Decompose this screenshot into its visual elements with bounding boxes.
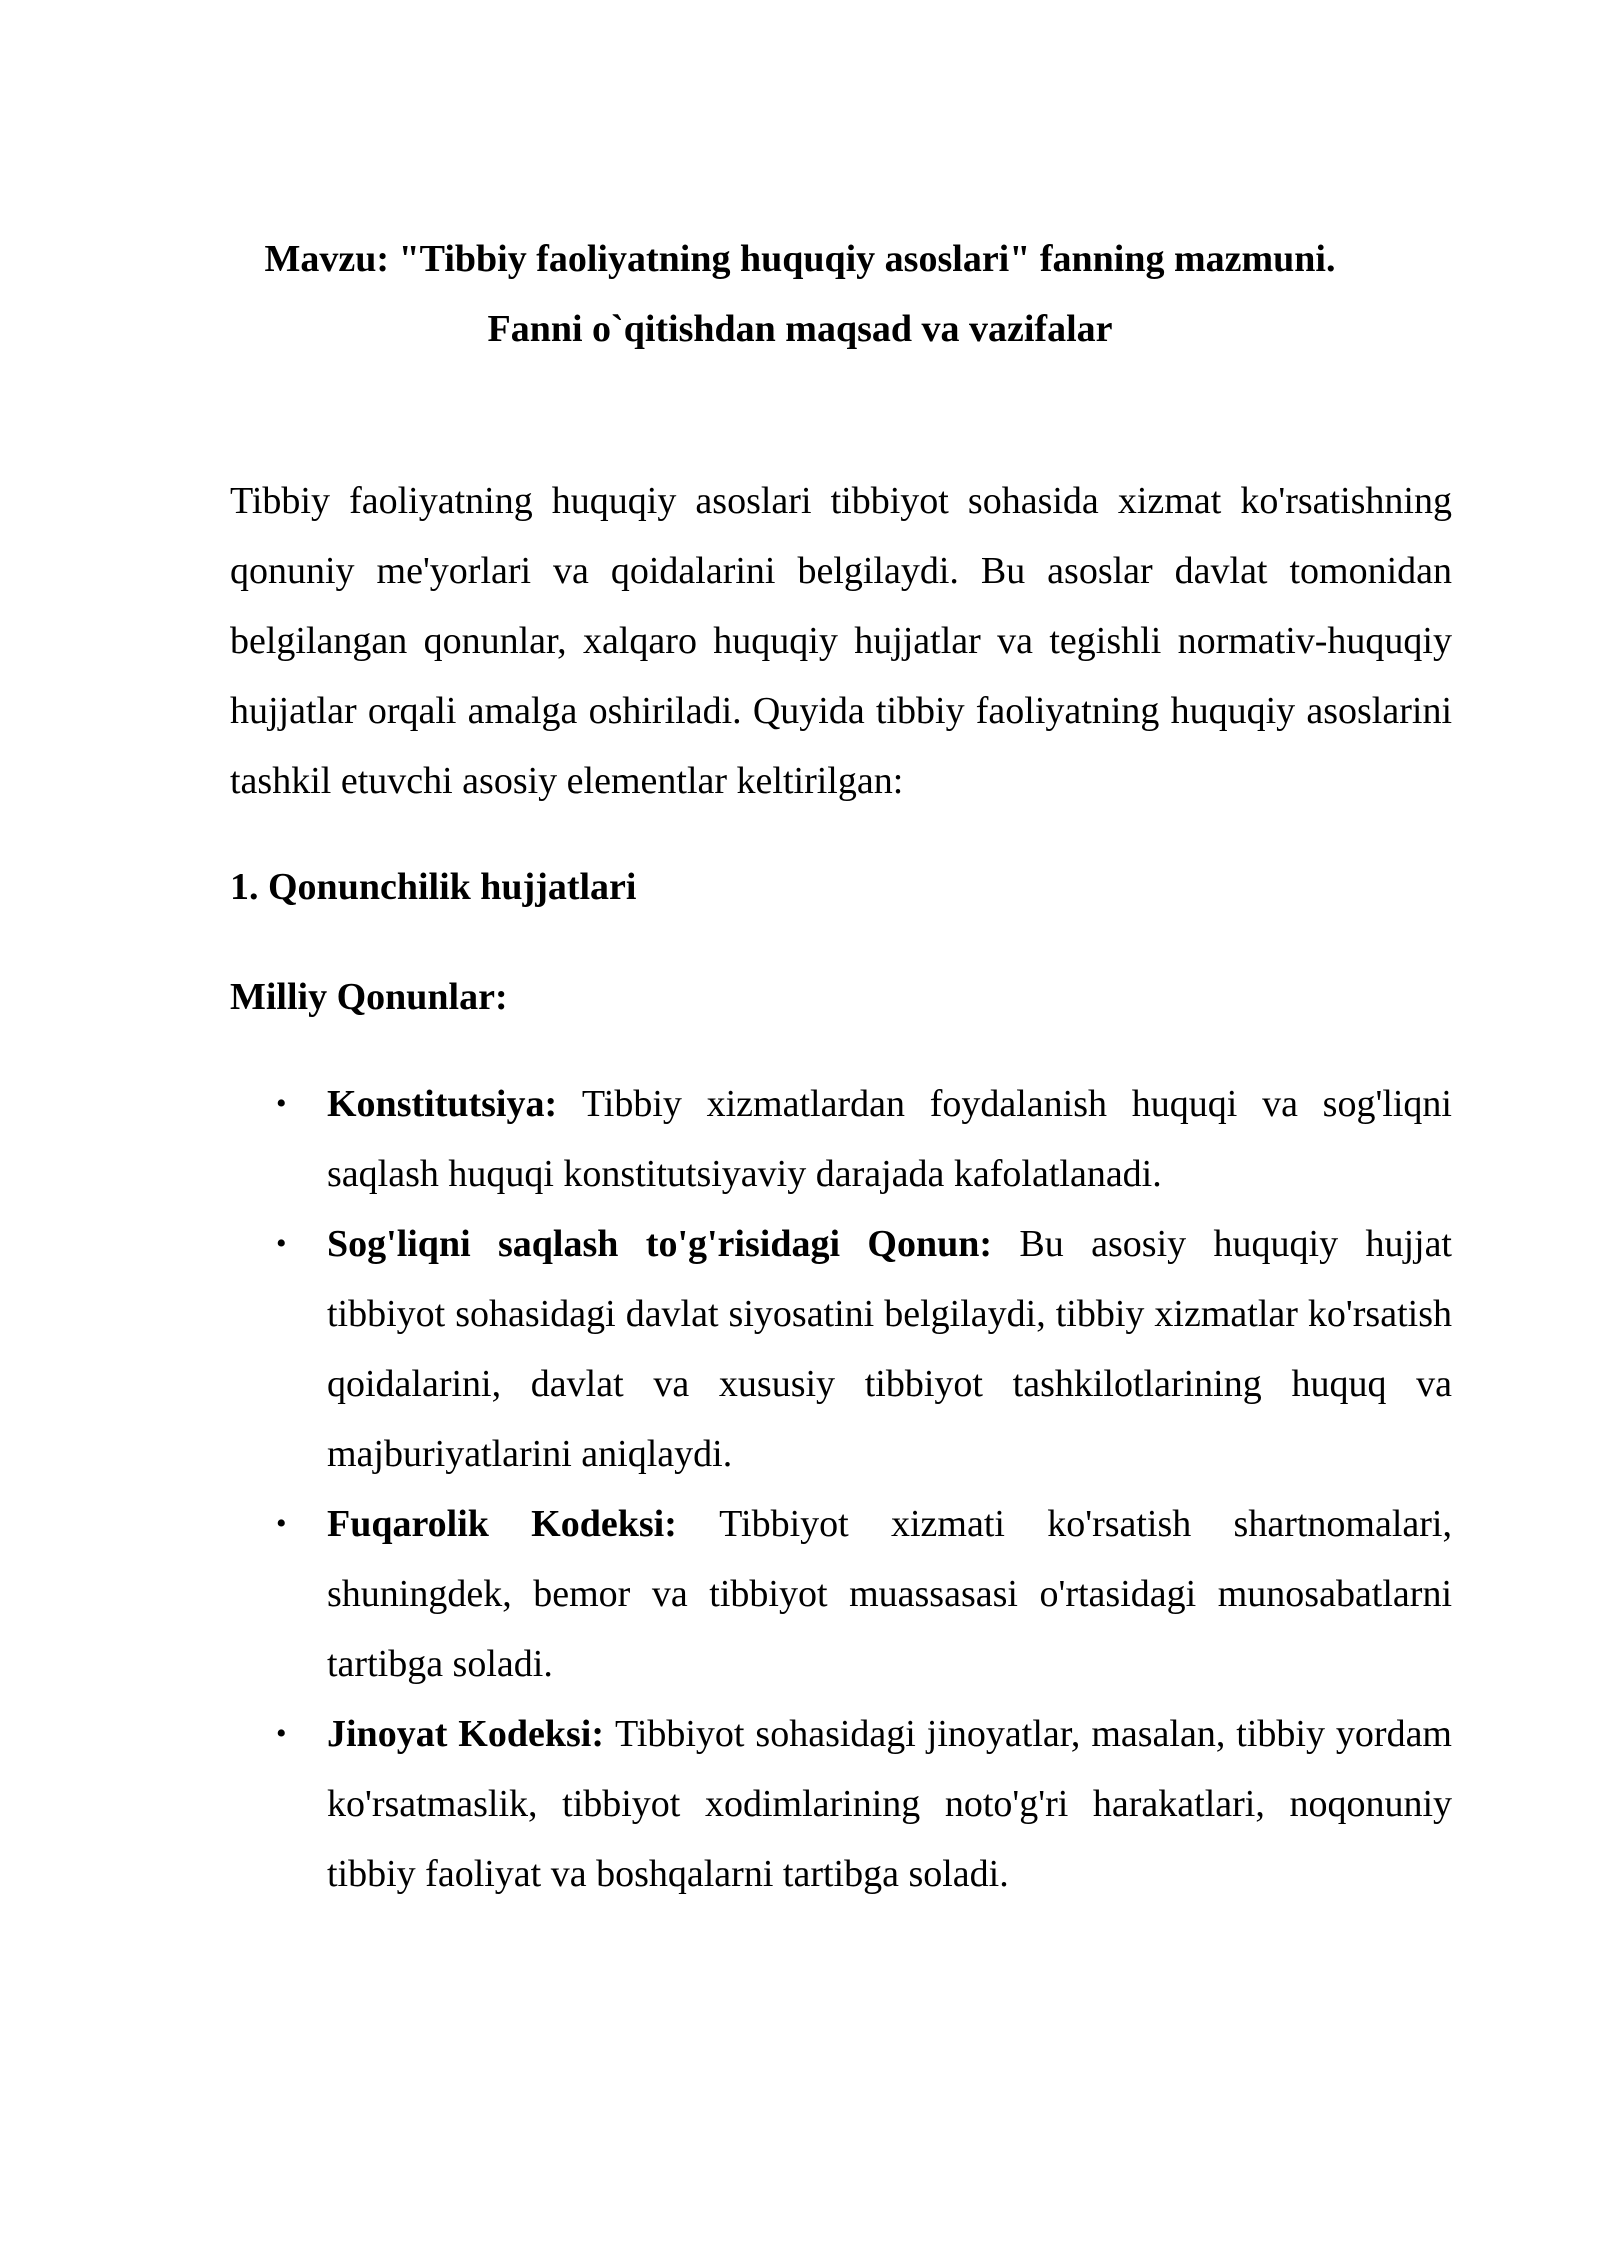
bullet-icon: • [276, 1087, 287, 1120]
bullet-icon: • [276, 1507, 287, 1540]
law-term: Sog'liqni saqlash to'g'risidagi Qonun: [327, 1223, 1020, 1265]
law-term: Fuqarolik Kodeksi: [327, 1503, 720, 1545]
section-heading-legislation: 1. Qonunchilik hujjatlari [230, 866, 637, 908]
national-laws-list [230, 1069, 1452, 1909]
subsection-heading-national-laws: Milliy Qonunlar: [230, 976, 508, 1018]
bullet-icon: • [276, 1717, 287, 1750]
list-item [230, 1209, 1452, 1489]
list-item [230, 1699, 1452, 1909]
law-description: Bu asosiy huquqiy hujjat tibbiyot sohasidagi davlat siyosatini belgilaydi, tibbiy xizmatlar ko'rsatish qoidalarini, davlat va xususiy tibbiyot tashkilotlarining huquq va majburiyatlarini aniqlaydi. [327, 1223, 1452, 1475]
title-line-1: Mavzu: "Tibbiy faoliyatning huquqiy asoslari" fanning mazmuni. [264, 238, 1336, 280]
intro-paragraph: Tibbiy faoliyatning huquqiy asoslari tibbiyot sohasida xizmat ko'rsatishning qonuniy me'yorlari va qoidalarini belgilaydi. Bu asoslar davlat tomonidan belgilangan qonunlar, xalqaro huquqiy hujjatlar va tegishli normativ-huquqiy hujjatlar orqali amalga oshiriladi. Quyida tibbiy faoliyatning huquqiy asoslarini tashkil etuvchi asosiy elementlar keltirilgan: [230, 480, 1452, 802]
law-term: Jinoyat Kodeksi: [327, 1713, 615, 1755]
bullet-icon: • [276, 1227, 287, 1260]
document-title [200, 224, 1400, 364]
law-description: Tibbiyot xizmati ko'rsatish shartnomalari, shuningdek, bemor va tibbiyot muassasasi o'rtasidagi munosabatlarni tartibga soladi. [327, 1503, 1452, 1685]
title-line-2: Fanni o`qitishdan maqsad va vazifalar [487, 308, 1113, 350]
law-term: Konstitutsiya: [327, 1083, 582, 1125]
list-item [230, 1489, 1452, 1699]
law-description: Tibbiyot sohasidagi jinoyatlar, masalan, tibbiy yordam ko'rsatmaslik, tibbiyot xodimlarining noto'g'ri harakatlari, noqonuniy tibbiy faoliyat va boshqalarni tartibga soladi. [327, 1713, 1452, 1895]
list-item [230, 1069, 1452, 1209]
law-description: Tibbiy xizmatlardan foydalanish huquqi va sog'liqni saqlash huquqi konstitutsiyaviy darajada kafolatlanadi. [327, 1083, 1452, 1195]
